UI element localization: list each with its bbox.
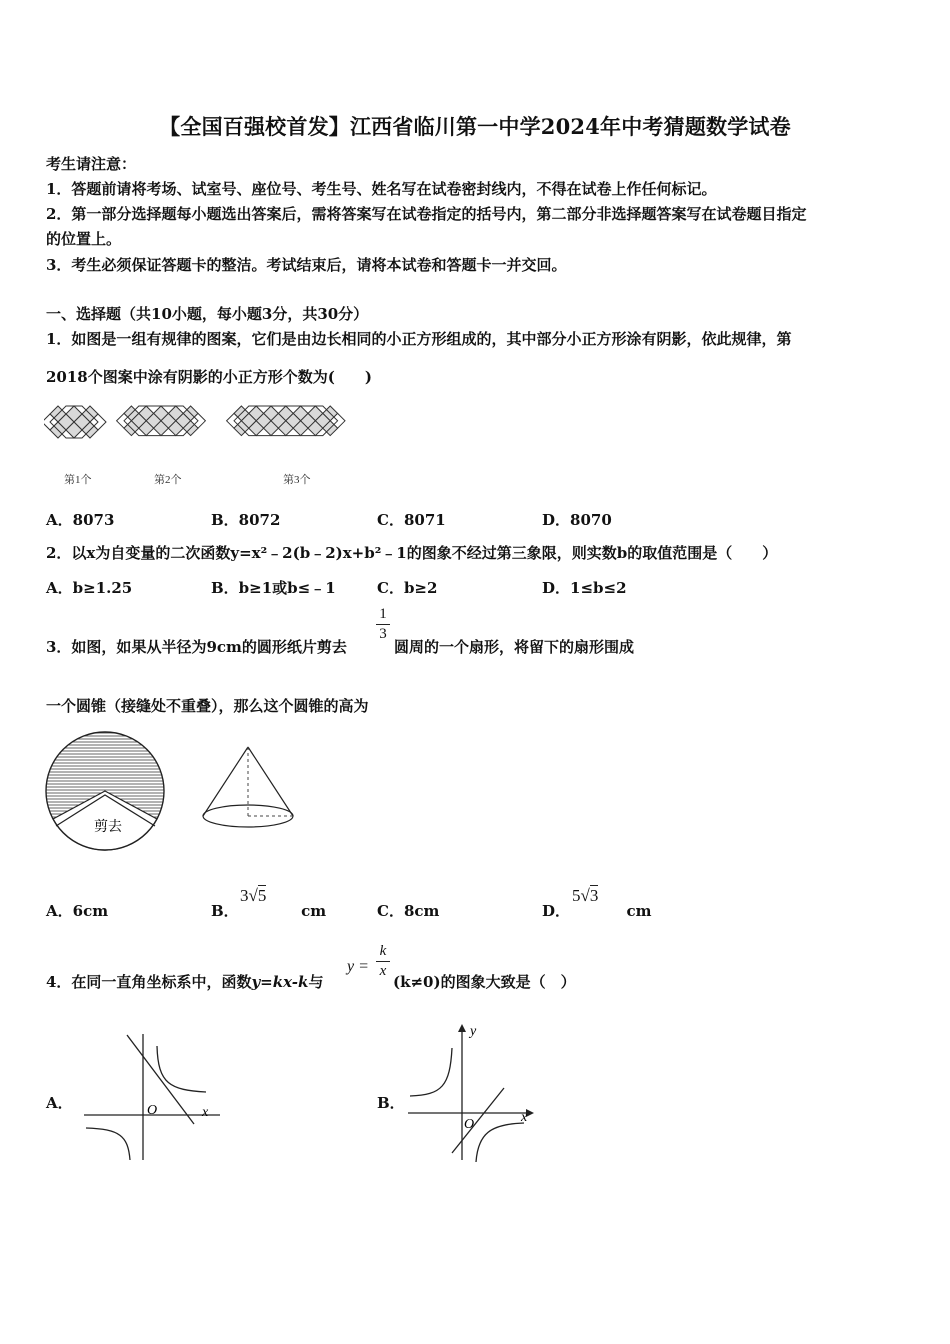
q2-option-b: B．b≥1或b≤﹣1: [211, 579, 336, 597]
line-graph: [452, 1088, 504, 1153]
pattern-3: [227, 406, 345, 436]
q4-fraction: [376, 943, 390, 980]
y-axis-arrow: [458, 1024, 466, 1032]
radicand: 3: [589, 886, 599, 905]
q4-question: [46, 971, 323, 992]
q4-text-after: (k≠0)的图象大致是（ ）: [393, 973, 576, 991]
q3-figure: [44, 727, 304, 859]
q3-text-after: 圆周的一个扇形，将留下的扇形围成: [394, 638, 635, 656]
q3-option-b-radical: [240, 886, 266, 906]
q3-option-b-prefix: B．: [211, 902, 239, 920]
q3-option-d-prefix: D．: [542, 902, 571, 920]
y-axis-label: y: [470, 1024, 477, 1039]
q4-graph-a: [82, 1032, 232, 1162]
origin-label: O: [464, 1117, 475, 1132]
fraction-bar: [376, 624, 390, 625]
cut-label: 剪去: [94, 820, 122, 835]
hyperbola-branch-1: [410, 1048, 452, 1096]
q3-option-d-unit: cm: [626, 902, 652, 920]
q1-option-d: D．8070: [542, 511, 612, 529]
section-heading: 一、选择题（共10小题，每小题3分，共30分）: [46, 305, 369, 323]
q4-option-b: B．: [377, 1094, 405, 1112]
pattern-1-caption: 第1个: [64, 474, 92, 486]
x-axis-label: x: [202, 1105, 209, 1120]
hyperbola-branch-2: [86, 1128, 130, 1160]
q1-text-line1: 1．如图是一组有规律的图案，它们是由边长相同的小正方形组成的，其中部分小正方形涂有阴影，依此规律，第: [46, 330, 792, 348]
q3-option-a: A．6cm: [46, 902, 109, 920]
q3-text-before: 3．如图，如果从半径为9cm的圆形纸片剪去: [46, 638, 347, 656]
notice-item-2-cont: 的位置上。: [46, 230, 122, 248]
origin-label: O: [147, 1103, 158, 1118]
q1-option-c: C．8071: [377, 511, 446, 529]
line-graph: [127, 1035, 194, 1124]
q3-option-b: [211, 900, 326, 921]
notice-item-1: 1．答题前请将考场、试室号、座位号、考生号、姓名写在试卷密封线内，不得在试卷上作任何标记。: [46, 180, 717, 198]
q1-option-a: A．8073: [46, 511, 115, 529]
radicand: 5: [257, 886, 267, 905]
notice-heading: 考生请注意：: [46, 155, 137, 173]
x-axis-label: x: [521, 1110, 528, 1125]
notice-item-3: 3．考生必须保证答题卡的整洁。考试结束后，请将本试卷和答题卡一并交回。: [46, 256, 567, 274]
radical-coefficient: 5: [572, 886, 581, 905]
q4-text-before: 4．在同一直角坐标系中，函数: [46, 973, 252, 991]
notice-item-2: 2．第一部分选择题每小题选出答案后，需将答案写在试卷指定的括号内，第二部分非选择题答案写在试卷题目指定: [46, 205, 807, 223]
q3-option-d-radical: [572, 886, 598, 906]
q4-fraction-denominator: x: [379, 963, 387, 979]
q3-fraction-denominator: 3: [379, 626, 387, 642]
q4-function-1: y=kx-k: [251, 973, 309, 991]
q3-text-line2: 一个圆锥（接缝处不重叠），那么这个圆锥的高为: [46, 697, 369, 715]
radical-coefficient: 3: [240, 886, 249, 905]
q4-option-a: A．: [46, 1094, 73, 1112]
q1-pattern-figure: [44, 400, 374, 470]
q3-fraction-numerator: 1: [379, 606, 387, 622]
q3-option-b-unit: cm: [301, 902, 327, 920]
q3-option-c: C．8cm: [377, 902, 440, 920]
q2-text: 2．以x为自变量的二次函数y=x²﹣2(b﹣2)x+b²﹣1的图象不经过第三象限，则实数b的取值范围是（ ）: [46, 544, 778, 562]
hyperbola-branch-2: [476, 1123, 524, 1162]
q2-option-d: D．1≤b≤2: [542, 579, 627, 597]
pattern-2: [117, 406, 206, 436]
q4-graph-b: [404, 1020, 544, 1165]
q4-text-mid: 与: [308, 973, 324, 991]
q2-option-c: C．b≥2: [377, 579, 438, 597]
q1-text-line2: 2018个图案中涂有阴影的小正方形个数为( ): [46, 368, 372, 386]
q3-fraction: [376, 606, 390, 643]
pattern-2-caption: 第2个: [154, 474, 182, 486]
pattern-3-caption: 第3个: [283, 474, 311, 486]
fraction-bar: [376, 961, 390, 962]
q1-option-b: B．8072: [211, 511, 281, 529]
pattern-1: [44, 406, 106, 438]
sqrt-sign: √: [248, 886, 258, 905]
q2-option-a: A．b≥1.25: [46, 579, 133, 597]
sqrt-sign: √: [580, 886, 590, 905]
q4-fraction-lhs: y =: [347, 958, 369, 975]
page-title: 【全国百强校首发】江西省临川第一中学2024年中考猜题数学试卷: [159, 114, 791, 139]
q4-fraction-numerator: k: [379, 943, 387, 959]
